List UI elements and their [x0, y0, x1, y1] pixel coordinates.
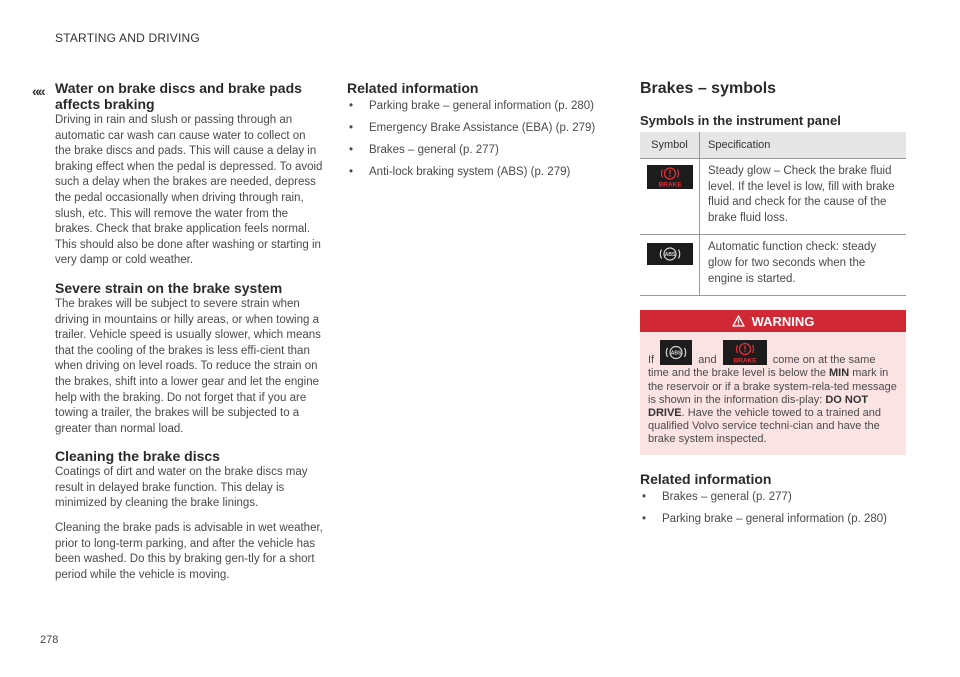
symbol-cell — [640, 235, 700, 296]
related-links-list — [347, 99, 612, 180]
section-heading: Severe strain on the brake system — [55, 279, 283, 296]
section-heading: Water on brake discs and brake pads affects braking — [55, 80, 302, 112]
bullet: • — [642, 512, 647, 525]
column-left — [55, 80, 323, 594]
section-cleaning-brake-discs — [55, 448, 323, 583]
related-link[interactable] — [640, 512, 906, 527]
specification-cell: Steady glow – Check the brake fluid level. If the level is low, fill with brake fluid and check for the cause of the brake fluid loss. — [700, 159, 907, 235]
related-information-heading: Related information — [347, 80, 479, 96]
bullet: • — [349, 144, 354, 156]
symbol-cell — [640, 159, 700, 235]
bullet: • — [642, 490, 647, 503]
warning-text-part: If — [648, 354, 655, 367]
warning-text — [640, 332, 906, 454]
table-row — [640, 159, 906, 235]
warning-header — [640, 310, 906, 332]
column-header-specification: Specification — [700, 132, 907, 159]
page-number: 278 — [40, 634, 59, 646]
related-link-text: Anti-lock braking system (ABS) (p. 279) — [369, 166, 571, 178]
section-body: The brakes will be subject to severe strain when driving in mountains or hilly areas, or when towing a trailer. Vehicle speed is usually slower, which means that the cooling of the brakes is less effi-cient than when driving on level roads. To reduce the strain on the brakes, shift into a lower gear and let the engine help with the braking. Do not forget that if you are towing a trailer, the brakes will be subjected to a greater than normal load. — [55, 297, 321, 435]
table-row — [640, 235, 906, 296]
section-water-on-brakes — [55, 80, 323, 269]
related-information-heading: Related information — [640, 470, 772, 487]
abs-warning-icon — [647, 243, 693, 265]
section-body: Coatings of dirt and water on the brake discs may result in delayed brake function. This delay is minimized by cleaning the brake linings. — [55, 466, 308, 510]
related-link-text: Emergency Brake Assistance (EBA) (p. 279) — [369, 122, 596, 134]
column-header-symbol: Symbol — [640, 132, 700, 159]
section-body: Cleaning the brake pads is advisable in wet weather, prior to long-term parking, and after the vehicle has been washed. Do this by braking gen-tly for a short period while the vehicle is moving. — [55, 522, 323, 581]
bullet: • — [349, 100, 354, 112]
warning-label: WARNING — [751, 313, 815, 329]
svg-text:BRAKE: BRAKE — [657, 181, 682, 189]
related-link[interactable] — [347, 143, 612, 158]
subheading: Symbols in the instrument panel — [640, 113, 841, 128]
svg-text:ABS: ABS — [670, 350, 682, 357]
section-body: Driving in rain and slush or passing through an automatic car wash can cause water to collect on the brake discs and pads. This will cause a delay in braking effect when the pedal is depressed. To avoid such a delay when the brakes are needed, depress the pedal occasionally when driving through rain, slush, etc. This will remove the water from the brakes. Check that brake application feels normal. This should also be done after washing or starting in very damp or cold weather. — [55, 114, 323, 267]
related-link-text: Brakes – general (p. 277) — [662, 490, 792, 503]
related-link[interactable] — [347, 99, 612, 114]
warning-triangle-icon — [732, 315, 745, 327]
warning-text-part: mark in the reservoir or if a brake system-rela-ted message is shown in the information dis-play: — [648, 367, 897, 406]
related-link[interactable] — [347, 121, 612, 136]
brake-warning-icon — [647, 165, 693, 189]
brake-warning-icon — [723, 340, 767, 365]
warning-min-label: MIN — [829, 367, 850, 380]
column-middle — [347, 80, 612, 187]
table-header-row — [640, 132, 906, 159]
related-links-list — [640, 490, 906, 527]
bullet: • — [349, 166, 354, 178]
warning-text-part: . Have the vehicle towed to a trained and qualified Volvo service techni-cian and have the brake system inspected. — [648, 406, 881, 446]
symbols-table — [640, 132, 906, 296]
column-right — [640, 80, 906, 534]
page-title: Brakes – symbols — [640, 80, 777, 97]
do-not-drive-label: DO NOT DRIVE — [648, 393, 869, 419]
abs-warning-icon — [660, 340, 692, 365]
section-heading: Cleaning the brake discs — [55, 448, 220, 465]
warning-text-part: come on at the same time and the brake level is below the — [648, 354, 876, 380]
section-severe-strain — [55, 280, 323, 437]
related-link-text: Parking brake – general information (p. 280) — [662, 512, 888, 525]
specification-cell: Automatic function check: steady glow for two seconds when the engine is started. — [700, 235, 907, 296]
related-link-text: Parking brake – general information (p. 280) — [369, 100, 595, 112]
bullet: • — [349, 122, 354, 134]
svg-text:BRAKE: BRAKE — [733, 357, 757, 365]
related-information-section — [640, 471, 906, 527]
running-header: STARTING AND DRIVING — [55, 31, 200, 45]
warning-box — [640, 310, 906, 454]
related-link[interactable] — [640, 490, 906, 505]
svg-text:ABS: ABS — [664, 252, 675, 259]
related-link-text: Brakes – general (p. 277) — [369, 144, 499, 156]
continued-from-previous-mark: «« — [32, 83, 44, 99]
related-link[interactable] — [347, 165, 612, 180]
warning-text-part: and — [698, 354, 717, 367]
